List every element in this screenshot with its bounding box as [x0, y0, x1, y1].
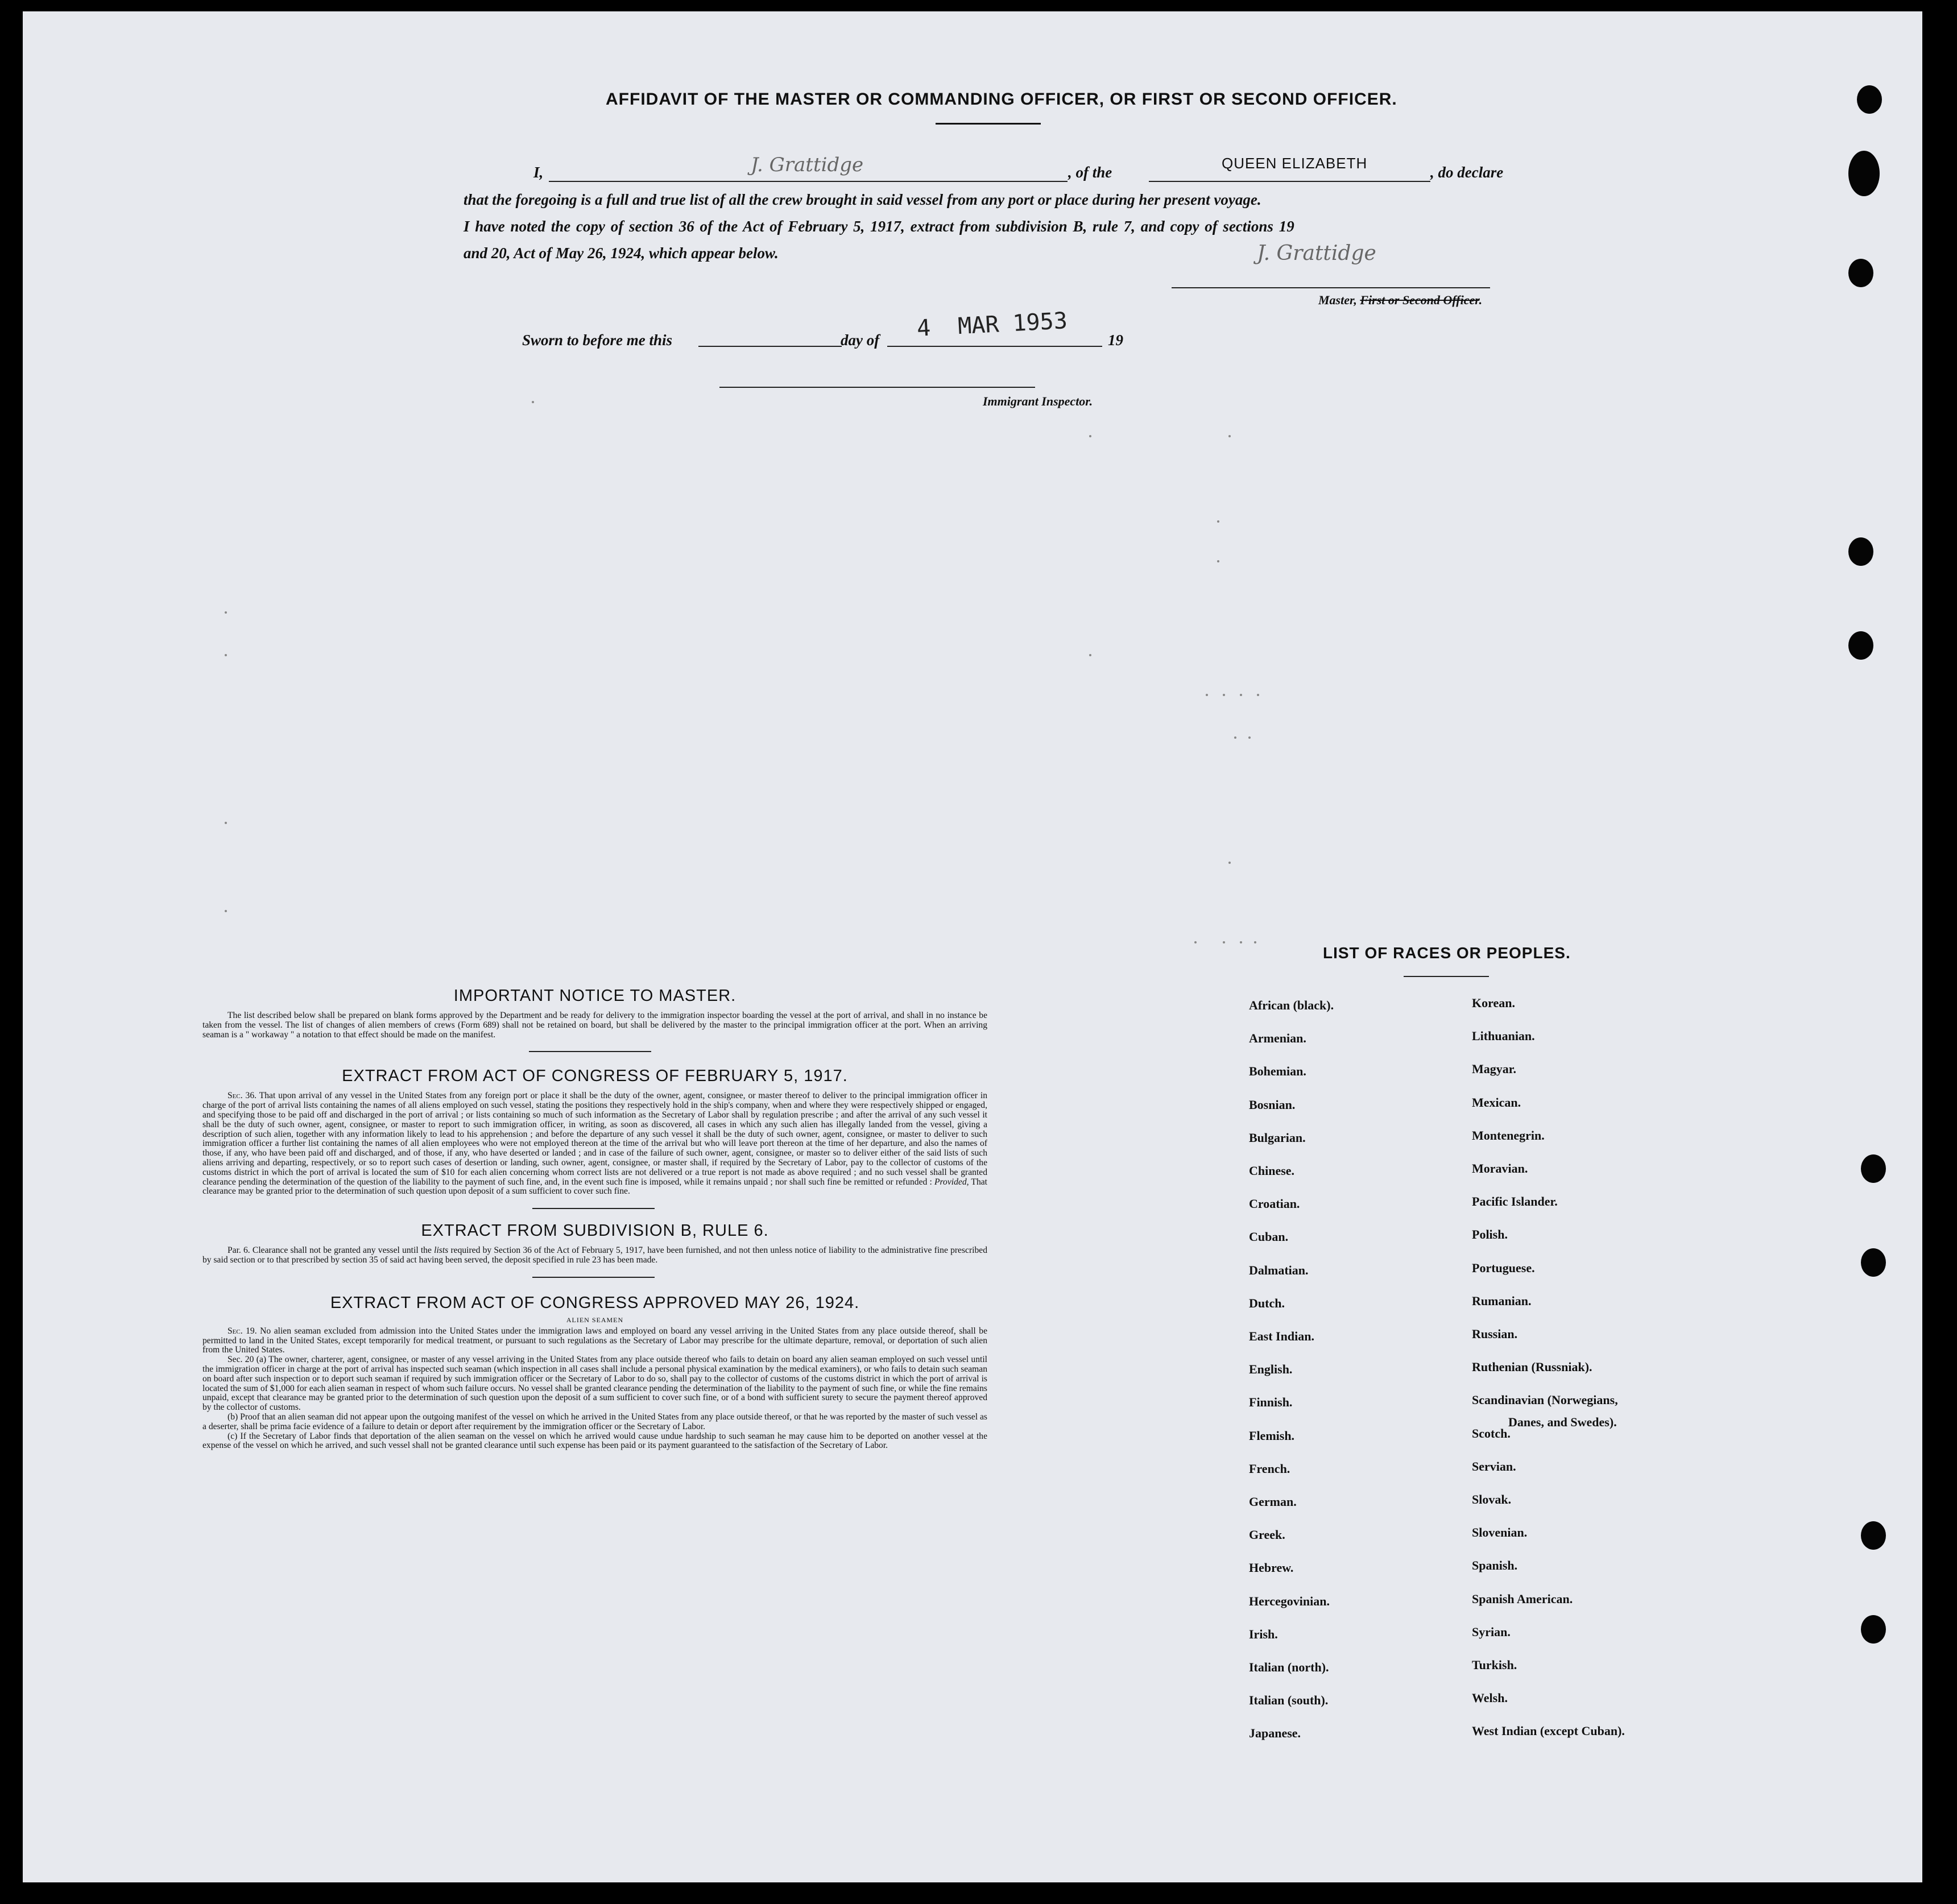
master-label-group: Master, First or Second Officer.	[1318, 293, 1483, 307]
race-item: Russian.	[1472, 1327, 1518, 1341]
race-item: Dalmatian.	[1249, 1263, 1309, 1277]
vessel-name: QUEEN ELIZABETH	[1222, 155, 1368, 172]
lists-word: lists	[434, 1245, 449, 1256]
inspector-signature-line	[719, 387, 1035, 388]
punch-hole	[1848, 151, 1880, 196]
race-item: French.	[1249, 1461, 1290, 1476]
of-the-label: , of the	[1068, 164, 1112, 181]
race-item: Welsh.	[1472, 1691, 1508, 1706]
divider	[529, 1051, 651, 1052]
affidavit-prefix: I,	[533, 164, 544, 181]
punch-hole	[1861, 1248, 1886, 1277]
notice-section	[202, 987, 987, 1451]
handwritten-signature: J. Grattidge	[751, 154, 864, 176]
race-item: Spanish.	[1472, 1558, 1518, 1573]
master-signature-line	[1172, 287, 1490, 288]
sec20b-text: (b) Proof that an alien seaman did not appear upon the outgoing manifest of the vessel on which he arrived in the United States from any place outside thereof, or that he was reported by the master of such vessel as a deserter, shall be prima facie evidence of a failure to detain or deport after requirement by the immigration officer or the Secretary of Labor.	[202, 1412, 987, 1431]
race-item: Portuguese.	[1472, 1260, 1535, 1275]
punch-hole	[1861, 1615, 1886, 1644]
race-item: Hebrew.	[1249, 1561, 1294, 1575]
day-line	[698, 346, 842, 347]
race-item: Hercegovinian.	[1249, 1593, 1330, 1608]
race-item: African (black).	[1249, 998, 1334, 1012]
affidavit-line-2: that the foregoing is a full and true list of all the crew brought in said vessel from any port or place during her present voyage.	[464, 191, 1261, 208]
race-item: Lithuanian.	[1472, 1029, 1535, 1044]
divider	[532, 1208, 655, 1209]
race-item: Finnish.	[1249, 1395, 1293, 1410]
race-item: Mexican.	[1472, 1095, 1521, 1110]
provided-word: Provided,	[934, 1177, 969, 1187]
affidavit-line-4: and 20, Act of May 26, 1924, which appear below.	[464, 245, 779, 262]
race-item: Polish.	[1472, 1227, 1508, 1242]
race-item: Scotch.	[1472, 1426, 1511, 1441]
race-item: Bulgarian.	[1249, 1130, 1306, 1145]
struck-officer-label: First or Second Officer	[1360, 293, 1479, 307]
race-item: Dutch.	[1249, 1295, 1285, 1310]
notice-title: IMPORTANT NOTICE TO MASTER.	[453, 987, 737, 1005]
par6-text-b: required by Section 36 of the Act of February 5, 1917, have been furnished, and not then unless notice of liability to the administrative fine prescribed by said section or to that prescribed by section 35 of said act having been served, the deposit specified in rule 23 has been made.	[202, 1245, 988, 1265]
sec20a-text: Sec. 20 (a) The owner, charterer, agent, consignee, or master of any vessel arriving in the United States from any place outside thereof who fails to detain on board any alien seaman employed on such vessel until the immigration officer in charge at the port of arrival has inspected such seaman (which inspection in all cases shall include a personal physical examination by the medical examiners), or who fails to detain such seaman on board after such inspection or to deport such seaman if required by such immigration officer or the Secretary of Labor to do so, shall pay to the collector of customs of the customs district in which the port of arrival is located the sum of $1,000 for each alien seaman in respect of whom such failure occurs. No vessel shall be granted clearance pending the determination of the liability to the payment of such fine, or while the fine remains unpaid, except that clearance may be granted prior to the determination of such question upon the deposit of a sum sufficient to cover such fine, or of a bond with sufficient surety to secure the payment thereof approved by the collector of customs.	[202, 1355, 987, 1413]
year-label: 19	[1108, 332, 1123, 349]
extract-1917-title: EXTRACT FROM ACT OF CONGRESS OF FEBRUARY 5, 1917.	[342, 1067, 848, 1086]
races-list-title: LIST OF RACES OR PEOPLES.	[1323, 944, 1571, 962]
race-item-continuation: Danes, and Swedes).	[1508, 1415, 1617, 1429]
master-label: Master,	[1318, 293, 1357, 307]
subdivision-title: EXTRACT FROM SUBDIVISION B, RULE 6.	[421, 1222, 769, 1240]
race-item: Servian.	[1472, 1459, 1516, 1473]
race-item: Japanese.	[1249, 1726, 1301, 1741]
signature-line	[549, 181, 1068, 182]
notice-text: The list described below shall be prepared on blank forms approved by the Department and be ready for delivery to the immigration inspector boarding the vessel at the port of arrival, and shall in no instance be taken from the vessel. The list of changes of alien members of crews (Form 689) shall not be retained on board, but shall be delivered by the master to the principal immigration officer at the port. When an arriving seaman is a " workaway " a notation to that effect should be made on the manifest.	[202, 1011, 987, 1040]
race-item: Turkish.	[1472, 1658, 1517, 1672]
inspector-label: Immigrant Inspector.	[983, 394, 1093, 408]
race-item: Moravian.	[1472, 1161, 1528, 1175]
race-item: Bohemian.	[1249, 1064, 1306, 1079]
race-item: Syrian.	[1472, 1624, 1511, 1639]
subdivision-text	[202, 1246, 987, 1265]
race-item: Spanish American.	[1472, 1591, 1573, 1606]
sec20c-text: (c) If the Secretary of Labor finds that deportation of the alien seaman on the vessel on which he arrived would cause undue hardship to such seaman he may cause him to be deported on another vessel at the expense of the vessel on which he arrived, and such vessel shall not be granted clearance until such expense has been paid or its payment guaranteed to the satisfaction of the Secretary of Labor.	[202, 1431, 987, 1451]
punch-hole	[1848, 631, 1873, 660]
document-page	[23, 11, 1922, 1882]
master-signature: J. Grattidge	[1257, 242, 1376, 265]
affidavit-line-3: I have noted the copy of section 36 of the Act of February 5, 1917, extract from subdivision B, rule 7, and copy of sections 19	[464, 218, 1294, 235]
race-item: Croatian.	[1249, 1197, 1300, 1211]
race-item: Flemish.	[1249, 1428, 1295, 1443]
sec36-label: Sec. 36.	[227, 1091, 257, 1101]
race-item: Montenegrin.	[1472, 1128, 1545, 1143]
day-of-label: day of	[841, 332, 880, 349]
extract-1917-text	[202, 1091, 987, 1197]
par6-label: Par. 6.	[227, 1245, 250, 1256]
race-item: Pacific Islander.	[1472, 1194, 1558, 1209]
race-item: Chinese.	[1249, 1164, 1295, 1178]
race-item: Italian (south).	[1249, 1693, 1329, 1708]
par6-text-a: Clearance shall not be granted any vessel until the	[252, 1245, 432, 1256]
sec36-end: That clearance may be granted prior to the determination of such question upon deposit of a sum sufficient to cover such fine.	[202, 1177, 987, 1197]
race-item: English.	[1249, 1362, 1293, 1377]
punch-hole	[1857, 85, 1882, 114]
divider	[532, 1277, 655, 1278]
punch-hole	[1861, 1154, 1886, 1183]
race-item: Greek.	[1249, 1528, 1285, 1542]
race-item: Italian (north).	[1249, 1660, 1329, 1674]
sec36-body: That upon arrival of any vessel in the United States from any foreign port or place it shall be the duty of the owner, agent, consignee, or master thereof to deliver to the principal immigration officer in charge of the port of arrival lists containing the names of all aliens employed on such vessel, stating the positions they respectively hold in the ship's company, when and where they were respectively shipped or engaged, and specifying those to be paid off and discharged in the port of arrival ; or lists containing so much of such information as the Secretary of Labor shall by regulation prescribe ; and after the arrival of any such vessel it shall be the duty of such owner, agent, consignee, or master to report to such immigration officer, in writing, as soon as discovered, all cases in which any such alien has illegally landed from the vessel, giving a description of such alien, together with any information likely to lead to his apprehension ; and before the departure of any such vessel it shall be the duty of such owner, agent, consignee, or master to deliver to such immigration officer a further list containing the names of all alien employees who were not employed thereon at the time of the arrival but who will leave port thereon at the time of her departure, and also the names of those, if any, who have been paid off and discharged, and of those, if any, who have deserted or landed ; and in case of the failure of such owner, agent, consignee, or master so to deliver either of the said lists of such aliens arriving and departing, respectively, or so to report such cases of desertion or landing, such owner, agent, consignee, or master shall, if required by the Secretary of Labor, pay to the collector of customs of the customs district in which the port of arrival is located the sum of $10 for each alien concerning whom correct lists are not delivered or a true report is not made as above required ; and no such vessel shall be granted clearance pending the determination of the question of the liability to the payment of such fine, and, in the event such fine is imposed, while it remains unpaid ; nor shall such fine be remitted or refunded :	[202, 1091, 987, 1187]
affidavit-title: AFFIDAVIT OF THE MASTER OR COMMANDING OFFICER, OR FIRST OR SECOND OFFICER.	[606, 90, 1397, 109]
date-stamp: 4 MAR 1953	[916, 308, 1068, 342]
do-declare-label: , do declare	[1430, 164, 1504, 181]
race-item: Slovak.	[1472, 1492, 1512, 1506]
month-line	[887, 346, 1102, 347]
race-item: Armenian.	[1249, 1031, 1306, 1046]
sec19-body: No alien seaman excluded from admission into the United States under the immigration laws and employed on board any vessel arriving in the United States from any place outside thereof, shall be permitted to land in the United States, except temporarily for medical treatment, or pursuant to such regulations as the Secretary of Labor may prescribe for the ultimate departure, removal, or deportation of such alien from the United States.	[202, 1326, 987, 1355]
race-item: Rumanian.	[1472, 1293, 1532, 1308]
punch-hole	[1848, 259, 1873, 287]
divider	[1404, 976, 1489, 977]
race-item: Cuban.	[1249, 1230, 1289, 1244]
vessel-line	[1149, 181, 1430, 182]
race-item: Scandinavian (Norwegians,	[1472, 1393, 1618, 1408]
divider	[936, 123, 1041, 125]
race-item: Irish.	[1249, 1626, 1278, 1641]
race-item: German.	[1249, 1495, 1297, 1509]
sec19-text	[202, 1327, 987, 1355]
punch-hole	[1848, 537, 1873, 566]
race-item: West Indian (except Cuban).	[1472, 1724, 1625, 1739]
race-item: Ruthenian (Russniak).	[1472, 1360, 1592, 1375]
punch-hole	[1861, 1521, 1886, 1550]
alien-seamen-heading: ALIEN SEAMEN	[566, 1315, 624, 1324]
race-item: Bosnian.	[1249, 1097, 1296, 1112]
race-item: East Indian.	[1249, 1329, 1314, 1343]
extract-1924-title: EXTRACT FROM ACT OF CONGRESS APPROVED MAY 26, 1924.	[330, 1293, 860, 1312]
sec19-label: Sec. 19.	[227, 1326, 257, 1336]
race-item: Magyar.	[1472, 1062, 1517, 1077]
race-item: Slovenian.	[1472, 1525, 1528, 1540]
race-item: Korean.	[1472, 996, 1515, 1010]
sworn-prefix: Sworn to before me this	[522, 332, 673, 349]
